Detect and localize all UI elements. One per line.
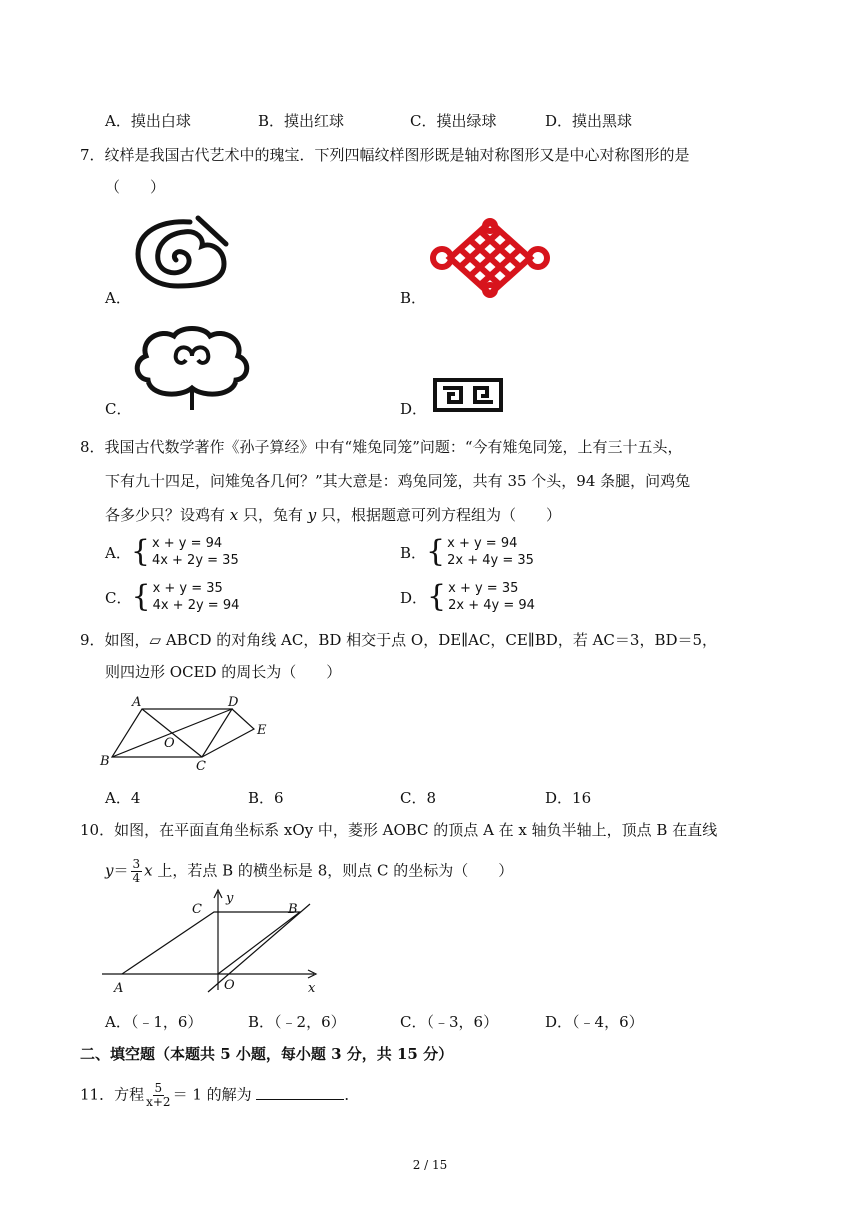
q10-line-1: 10．如图，在平面直角坐标系 xOy 中，菱形 AOBC 的顶点 A 在 x 轴负半轴上，顶点 B 在直线 (80, 821, 718, 839)
q10-option-b: B．（﹣2，6） (248, 1013, 346, 1031)
q10-option-a: A．（﹣1，6） (105, 1013, 203, 1031)
q11 (80, 1082, 359, 1109)
point-b-label: B (288, 902, 298, 917)
point-c-label: C (192, 902, 202, 917)
q8-option-b (400, 535, 534, 569)
q10-fraction (131, 858, 143, 885)
q10-frac-den: 4 (132, 871, 141, 885)
q10-var-y: y (105, 861, 114, 880)
point-a-label: A (132, 695, 142, 710)
q7-label-a: A． (105, 289, 131, 307)
origin-label: O (224, 978, 235, 993)
q6-option-d: D．摸出黑球 (545, 112, 633, 130)
q11-fraction (146, 1082, 170, 1109)
q8-c-eq-2: 4x + 2y = 94 (152, 598, 240, 613)
q6-option-a: A．摸出白球 (105, 112, 191, 130)
q8-option-a (105, 535, 239, 569)
q11-pre: 11．方程 (80, 1085, 145, 1104)
page-number: 2 / 15 (412, 1158, 448, 1172)
parallelogram-figure (98, 693, 278, 773)
q11-frac-num: 5 (154, 1081, 163, 1095)
point-d-label: D (228, 695, 239, 710)
point-a-label: A (114, 981, 124, 996)
q10-line-2-post: 上，若点 B 的横坐标是 8，则点 C 的坐标为（ ） (152, 861, 514, 880)
q8-a-eq-1: x + y = 94 (151, 536, 223, 551)
brace-symbol: { (130, 534, 150, 569)
q8-b-eq-2: 2x + 4y = 35 (447, 553, 534, 568)
q7-stem: 7．纹样是我国古代艺术中的瑰宝．下列四幅纹样图形既是轴对称图形又是中心对称图形的是 (80, 146, 690, 164)
q8-label-a: A． (105, 543, 131, 562)
answer-blank[interactable] (256, 1085, 344, 1100)
q8-line-3-mid: 只，兔有 (238, 506, 308, 524)
q8-label-c: C． (105, 588, 132, 607)
q10-frac-num: 3 (132, 857, 141, 871)
q10-line-2 (105, 858, 513, 885)
brace-symbol: { (426, 534, 446, 569)
q8-a-eq-2: 4x + 2y = 35 (151, 553, 239, 568)
q7-label-d: D． (400, 400, 428, 418)
q7-label-c: C． (105, 400, 132, 418)
q9-option-b: B．6 (248, 789, 284, 807)
q8-c-eq-1: x + y = 35 (152, 581, 223, 596)
q8-label-b: B． (400, 543, 427, 562)
brace-symbol: { (427, 579, 447, 614)
q8-option-d (400, 580, 535, 614)
q10-var-x: x (144, 861, 153, 880)
q10-equals: ＝ (113, 861, 129, 880)
q6-option-c: C．摸出绿球 (410, 112, 497, 130)
point-c-label: C (196, 759, 206, 773)
fret-pattern-figure (433, 378, 503, 412)
brace-symbol: { (131, 579, 151, 614)
q6-option-b: B．摸出红球 (258, 112, 345, 130)
q9-option-c: C．8 (400, 789, 437, 807)
rhombus-coordinate-figure (96, 888, 326, 998)
q9-option-a: A．4 (105, 789, 141, 807)
q10-option-d: D．（﹣4，6） (545, 1013, 644, 1031)
q7-label-b: B． (400, 289, 427, 307)
auspicious-cloud-figure (130, 322, 254, 412)
q8-b-eq-1: x + y = 94 (447, 536, 518, 551)
q8-d-eq-1: x + y = 35 (448, 581, 519, 596)
q8-var-y: y (307, 506, 317, 524)
chinese-knot-figure (428, 218, 552, 298)
q8-line-3-post: 只，根据题意可列方程组为（ ） (316, 506, 562, 524)
q11-eq: ＝ 1 的解为 (172, 1085, 257, 1104)
spiral-pattern-figure (130, 214, 230, 294)
y-axis-label: y (226, 891, 234, 906)
point-e-label: E (257, 723, 267, 738)
q8-option-c (105, 580, 239, 614)
q9-option-d: D．16 (545, 789, 592, 807)
q8-var-x: x (229, 506, 239, 524)
q8-line-3 (105, 505, 561, 525)
q10-option-c: C．（﹣3，6） (400, 1013, 499, 1031)
point-b-label: B (100, 754, 110, 769)
point-o-label: O (164, 736, 175, 751)
q8-line-3-pre: 各多少只？设鸡有 (105, 506, 230, 524)
q9-line-2: 则四边形 OCED 的周长为（ ） (105, 663, 342, 681)
q9-line-1: 9．如图，▱ ABCD 的对角线 AC，BD 相交于点 O，DE∥AC，CE∥BD，若 AC＝3，BD＝5， (80, 631, 718, 649)
q7-paren: （ ） (105, 178, 166, 196)
x-axis-label: x (308, 981, 316, 996)
section-2-heading: 二、填空题（本题共 5 小题，每小题 3 分，共 15 分） (80, 1045, 454, 1063)
q11-frac-den: x+2 (146, 1095, 171, 1109)
q8-label-d: D． (400, 588, 428, 607)
q8-line-1: 8．我国古代数学著作《孙子算经》中有“雉兔同笼”问题：“今有雉兔同笼，上有三十五头， (80, 438, 683, 456)
q8-d-eq-2: 2x + 4y = 94 (448, 598, 535, 613)
q11-post: ． (344, 1085, 360, 1104)
q8-line-2: 下有九十四足，问雉兔各几何？”其大意是：鸡兔同笼，共有 35 个头，94 条腿，问鸡兔 (105, 472, 691, 490)
